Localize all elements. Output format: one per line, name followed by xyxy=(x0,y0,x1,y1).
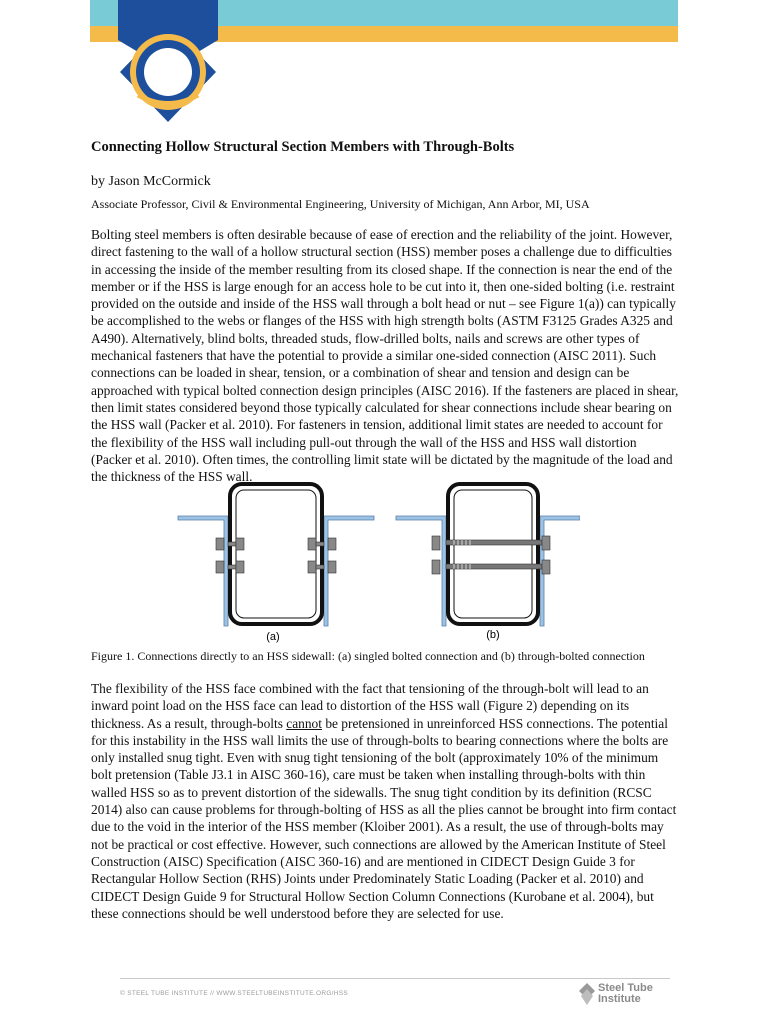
footer-brand-line2: Institute xyxy=(598,993,641,1005)
paragraph-2-part-b: be pretensioned in unreinforced HSS connections. The potential for this instability in the HSS wall limits the use of through-bolts to bearing connections where the bolts are only installed snug tight. Even with snug tight tensioning of the bolt (approximately 10% of the minimum bolt pretension (Table J3.1 in AISC 360-16), care must be taken when installing through-bolts with thin walled HSS so as to prevent distortion of the sidewalls. The snug tight condition by its definition (RCSC 2014) also can cause problems for through-bolting of HSS as all the plies cannot be brought into firm contact due to the void in the interior of the HSS member (Kloiber 2001). As a result, the use of through-bolts may not be practical or cost effective. However, such connections are allowed by the American Institute of Steel Construction (AISC) Specification (AISC 360-16) and are mentioned in CIDECT Design Guide 3 for Rectangular Hollow Section (RHS) Joints under Predominately Static Loading (Packer et al. 2010) and CIDECT Design Guide 9 for Structural Hollow Section Column Connections (Kurobane et al. 2004), but these connections should be well understood before they are selected for use. xyxy=(91,715,677,921)
figure-1-diagram xyxy=(170,478,580,644)
paragraph-2-part-a: The flexibility of the HSS face combined with the fact that tensioning of the through-bolt will lead to an inward point load on the HSS face can lead to distortion of the HSS wall (Figure 2) depending on its thickness. As a result, through-bolts xyxy=(91,681,649,731)
figure-label-a: (a) xyxy=(266,631,280,643)
steel-tube-logo-icon xyxy=(578,982,596,1006)
paragraph-2 xyxy=(91,680,679,922)
figure-panel-a xyxy=(178,484,374,626)
figure-caption: Figure 1. Connections directly to an HSS sidewall: (a) singled bolted connection and (b) through-bolted connection xyxy=(91,649,645,663)
paragraph-1: Bolting steel members is often desirable because of ease of erection and the reliability of the joint. However, direct fastening to the wall of a hollow structural section (HSS) member poses a challenge due to difficulties in accessing the inside of the member resulting from its closed shape. If the connection is near the end of the member or if the HSS is large enough for an access hole to be cut into it, then one-sided bolting (i.e. restraint provided on the outside and inside of the HSS wall through a bolt head or nut – see Figure 1(a)) can typically be accomplished to the webs or flanges of the HSS with high strength bolts (ASTM F3125 Grades A325 and A490). Alternatively, blind bolts, threaded studs, flow-drilled bolts, nails and screws are other types of mechanical fasteners that have the potential to provide a similar one-sided connection (AISC 2011). Such connections can be loaded in shear, tension, or a combination of shear and tension and design can be approached with typical bolted connection design principles (AISC 2016). If the fasteners are placed in shear, then limit states considered beyond those typically calculated for shear connections include shear bearing on the HSS wall (Packer et al. 2010). For fasteners in tension, additional limit states are needed to account for the flexibility of the HSS wall including pull-out through the wall of the HSS and HSS wall distortion (Packer et al. 2010). Often times, the controlling limit state will be dictated by the magnitude of the load and the thickness of the HSS wall. xyxy=(91,227,679,485)
footer-copyright: © STEEL TUBE INSTITUTE // WWW.STEELTUBEINSTITUTE.ORG/HSS xyxy=(120,990,349,997)
footer-divider xyxy=(120,978,670,979)
institute-logo-icon xyxy=(98,0,238,122)
figure-label-b: (b) xyxy=(486,629,500,641)
author-byline: by Jason McCormick xyxy=(91,174,211,189)
figure-panel-b xyxy=(396,484,580,626)
footer-brand xyxy=(578,982,678,1010)
paragraph-2-underlined: cannot xyxy=(286,715,322,731)
article-title: Connecting Hollow Structural Section Members with Through-Bolts xyxy=(91,139,515,155)
footer-brand-line1: Steel Tube xyxy=(598,982,653,994)
author-affiliation: Associate Professor, Civil & Environmental Engineering, University of Michigan, Ann Arbor, MI, USA xyxy=(91,197,590,211)
